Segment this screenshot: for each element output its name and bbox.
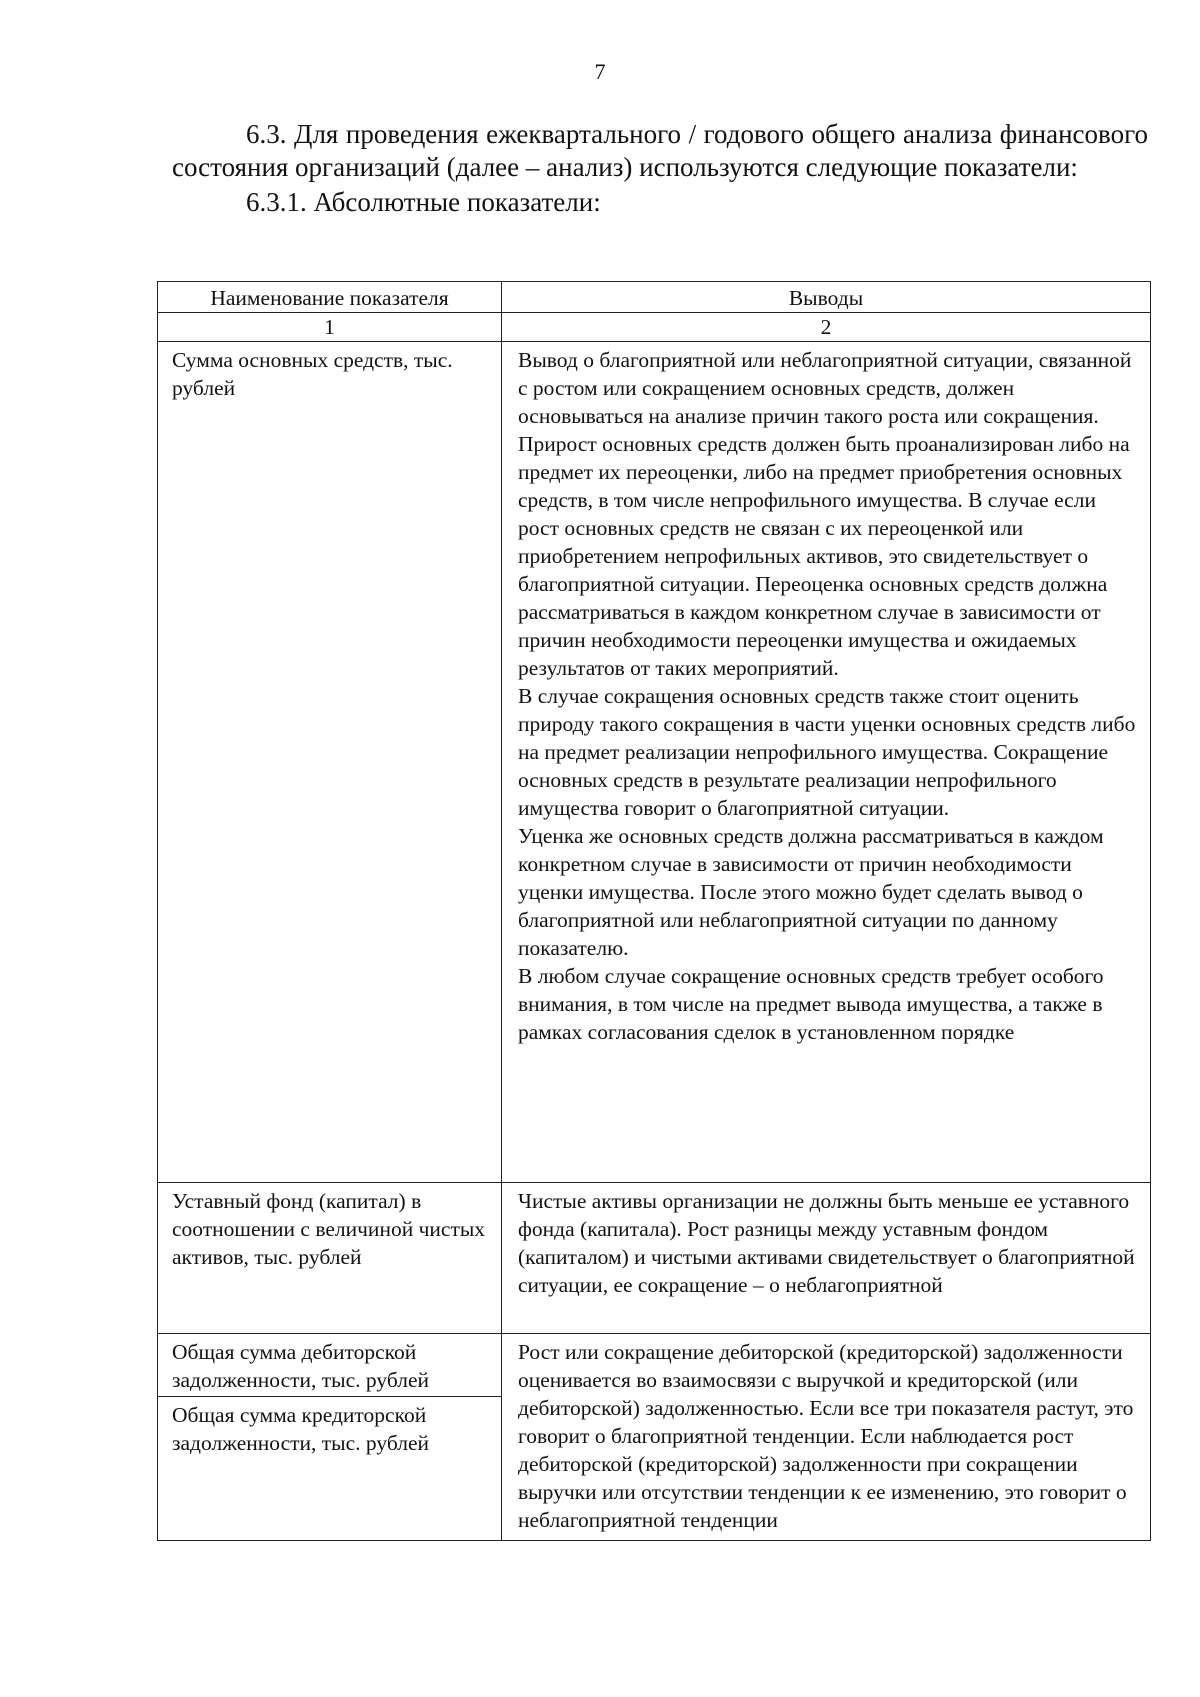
indicators-table [157, 281, 1151, 1541]
conclusion-paragraph: Вывод о благоприятной или неблагоприятной ситуации, связанной с ростом или сокращением основных средств, должен основываться на анализе причин такого роста или сокращения. [518, 348, 1132, 428]
column-number-2: 2 [502, 313, 1151, 342]
intro-section [172, 118, 1148, 219]
conclusion-paragraph: Уценка же основных средств должна рассматриваться в каждом конкретном случае в зависимости от причин необходимости уценки имущества. После этого можно будет сделать вывод о благоприятной или неблагоприятной ситуации по данному показателю. [518, 824, 1104, 960]
page-number: 7 [594, 59, 606, 84]
header-conclusions: Выводы [502, 282, 1151, 313]
payables-name: Общая сумма кредиторской задолженности, тыс. рублей [172, 1403, 430, 1455]
section-6-3-paragraph: 6.3. Для проведения ежеквартального / годового общего анализа финансового состояния организаций (далее – анализ) используются следующие показатели: [172, 119, 1148, 182]
conclusion-text [502, 1183, 1151, 1334]
conclusion-paragraph: Рост или сокращение дебиторской (кредиторской) задолженности оценивается во взаимосвязи с выручкой и кредиторской (или дебиторской) задолженностью. Если все три показателя растут, это говорит о благоприятной тенденции. Если наблюдается рост дебиторской (кредиторской) задолженности при сокращении выручки или отсутствии тенденции к ее изменению, это говорит о неблагоприятной тенденции [518, 1340, 1134, 1532]
receivables-name: Общая сумма дебиторской задолженности, тыс. рублей [158, 1338, 501, 1397]
column-number-1: 1 [158, 313, 502, 342]
conclusion-paragraph: Чистые активы организации не должны быть меньше ее уставного фонда (капитала). Рост разницы между уставным фондом (капиталом) и чистыми активами свидетельствует о благоприятной ситуации, ее сокращение – о неблагоприятной [518, 1189, 1135, 1297]
conclusion-paragraph: Прирост основных средств должен быть проанализирован либо на предмет их переоценки, либо на предмет приобретения основных средств, в том числе непрофильного имущества. В случае если рост основных средств не связан с их переоценкой или приобретением непрофильных активов, это свидетельствует о благоприятной ситуации. Переоценка основных средств должна рассматриваться в каждом конкретном случае в зависимости от причин необходимости переоценки имущества и ожидаемых результатов от таких мероприятий. [518, 432, 1130, 680]
indicator-name: Уставный фонд (капитал) в соотношении с величиной чистых активов, тыс. рублей [158, 1183, 502, 1334]
conclusion-text [502, 342, 1151, 1183]
table-header-row [158, 282, 1151, 313]
indicator-name: Сумма основных средств, тыс. рублей [158, 342, 502, 1183]
conclusion-paragraph: В случае сокращения основных средств также стоит оценить природу такого сокращения в части уценки основных средств либо на предмет реализации непрофильного имущества. Сокращение основных средств в результате реализации непрофильного имущества говорит о благоприятной ситуации. [518, 684, 1136, 820]
conclusion-paragraph: В любом случае сокращение основных средств требует особого внимания, в том числе на предмет вывода имущества, а также в рамках согласования сделок в установленном порядке [518, 964, 1104, 1044]
header-indicator-name: Наименование показателя [158, 282, 502, 313]
conclusion-text [502, 1334, 1151, 1541]
table-row [158, 1183, 1151, 1334]
section-6-3-1-heading: 6.3.1. Абсолютные показатели: [246, 187, 601, 217]
column-number-row [158, 313, 1151, 342]
table-row [158, 1334, 1151, 1541]
table-row [158, 342, 1151, 1183]
indicator-name [158, 1334, 502, 1541]
